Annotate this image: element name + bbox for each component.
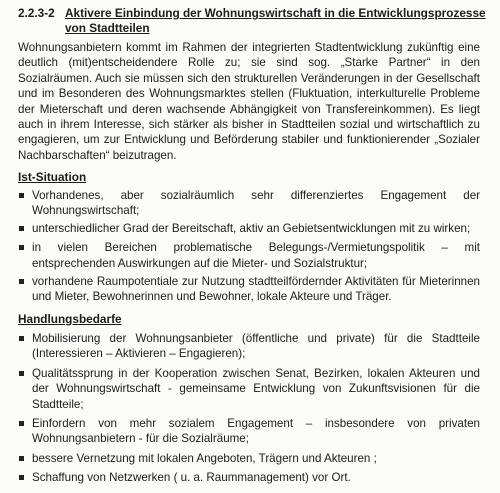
list-item <box>18 331 480 362</box>
list-item <box>18 274 480 305</box>
list-item <box>18 451 480 466</box>
bullet-icon <box>19 193 24 198</box>
ist-situation-list <box>18 188 480 305</box>
bullet-icon <box>19 371 24 376</box>
section-heading <box>18 6 488 35</box>
list-item-text: vorhandene Raumpotentiale zur Nutzung stadtteilfördernder Aktivitäten für Mieterinnen und Mieter, Bewohnerinnen und Bewohner, lokale Akteure und Träger. <box>32 275 480 304</box>
list-item-text: Mobilisierung der Wohnungsanbieter (öffentliche und private) für die Stadtteile (Interessieren – Aktivieren – Engagieren); <box>32 332 480 361</box>
bullet-icon <box>19 421 24 426</box>
bullet-icon <box>19 279 24 284</box>
section-title: Aktivere Einbindung der Wohnungswirtschaft in die Entwicklungsprozesse von Stadtteilen <box>65 6 486 35</box>
list-item-text: Vorhandenes, aber sozialräumlich sehr differenziertes Engagement der Wohnungswirtschaft; <box>32 189 480 218</box>
bullet-icon <box>19 336 24 341</box>
list-item <box>18 366 480 412</box>
list-item <box>18 470 480 485</box>
bullet-icon <box>19 245 24 250</box>
handlungsbedarfe-list <box>18 331 480 490</box>
section-number: 2.2.3-2 <box>18 6 55 20</box>
list-item <box>18 240 480 271</box>
list-item-text: bessere Vernetzung mit lokalen Angeboten, Trägern und Akteuren ; <box>32 451 377 465</box>
list-item-text: unterschiedlicher Grad der Bereitschaft, aktiv an Gebietsentwicklungen mit zu wirken; <box>32 221 471 235</box>
bullet-icon <box>19 475 24 480</box>
list-item-text: Einfordern von mehr sozialem Engagement – insbesondere von privaten Wohnungsanbietern - für die Sozialräume; <box>32 417 480 446</box>
list-item-text: Qualitätssprung in der Kooperation zwischen Senat, Bezirken, lokalen Akteuren und der Wohnungswirtschaft - gemeinsame Entwicklung von Zukunftsvisionen für die Stadtteile; <box>32 366 480 411</box>
list-item <box>18 416 480 447</box>
list-item-text: Schaffung von Netzwerken ( u. a. Raummanagement) vor Ort. <box>32 471 351 485</box>
intro-paragraph: Wohnungsanbietern kommt im Rahmen der integrierten Stadtentwicklung zukünftig eine deutlich (mit)entscheidendere Rolle zu; sie sind sog. „Starke Partner“ in den Sozialräumen. Auch sie müssen sich den strukturellen Veränderungen in der Gesellschaft und im Besonderen des Wohnungsmarktes stellen (Fluktuation, interkulturelle Probleme der Mieterschaft und deren wachsende Abhängigkeit von Transfereinkommen). Es liegt auch in ihrem Interesse, sich stärker als bisher in Stadtteilen sozial und wirtschaftlich zu engagieren, um zur Entwicklung und Beförderung stabiler und funktionierender „Sozialer Nachbarschaften“ beizutragen. <box>18 41 480 162</box>
bullet-icon <box>19 456 24 461</box>
ist-situation-heading: Ist-Situation <box>18 170 87 184</box>
bullet-icon <box>19 226 24 231</box>
handlungsbedarfe-heading: Handlungsbedarfe <box>18 312 122 326</box>
list-item <box>18 188 480 219</box>
list-item-text: in vielen Bereichen problematische Belegungs-/Vermietungspolitik – mit entsprechenden Auswirkungen auf die Mieter- und Sozialstruktur; <box>32 241 480 270</box>
list-item <box>18 221 480 236</box>
